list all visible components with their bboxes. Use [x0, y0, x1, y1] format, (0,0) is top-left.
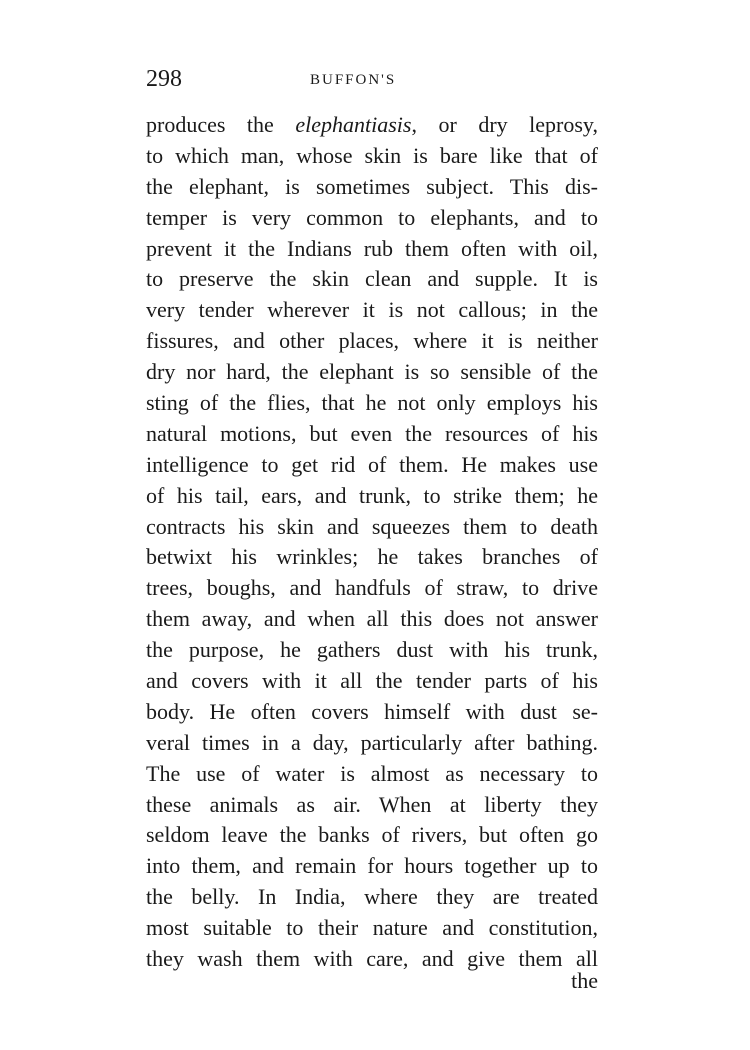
text-line: sting of the flies, that he not only employs his [146, 390, 598, 416]
text-line: they wash them with care, and give them all [146, 946, 598, 972]
text-line: natural motions, but even the resources of his [146, 420, 598, 446]
text-line: them away, and when all this does not answer [146, 606, 598, 632]
text-line: produces the elephantiasis, or dry leprosy, [146, 112, 598, 137]
page-header [146, 64, 598, 96]
text-line: intelligence to get rid of them. He makes use [146, 451, 598, 477]
italic-term: elephantiasis [295, 112, 412, 137]
text-line: the purpose, he gathers dust with his trunk, [146, 637, 598, 663]
text-line: of his tail, ears, and trunk, to strike them; he [146, 482, 598, 508]
text-line: very tender wherever it is not callous; in the [146, 297, 598, 323]
text-line: to which man, whose skin is bare like that of [146, 142, 598, 168]
text-line: the elephant, is sometimes subject. This dis- [146, 173, 598, 199]
text-line: veral times in a day, particularly after bathing. [146, 729, 598, 755]
running-head: BUFFON'S [310, 72, 397, 88]
text-line: betwixt his wrinkles; he takes branches of [146, 544, 598, 570]
text-line: body. He often covers himself with dust se- [146, 698, 598, 724]
text-line: these animals as air. When at liberty they [146, 791, 598, 817]
text-line: and covers with it all the tender parts of his [146, 668, 598, 694]
text-line: contracts his skin and squeezes them to death [146, 513, 598, 539]
text-line: to preserve the skin clean and supple. It is [146, 266, 598, 292]
catchword: the [571, 968, 598, 993]
text-line: dry nor hard, the elephant is so sensible of the [146, 359, 598, 385]
text-line: the belly. In India, where they are treated [146, 884, 598, 910]
body-text [146, 110, 598, 975]
text-line: seldom leave the banks of rivers, but often go [146, 822, 598, 848]
text-line: into them, and remain for hours together up to [146, 853, 598, 879]
text-line: trees, boughs, and handfuls of straw, to drive [146, 575, 598, 601]
text-line: prevent it the Indians rub them often with oil, [146, 235, 598, 261]
text-line: The use of water is almost as necessary to [146, 760, 598, 786]
page-number: 298 [146, 66, 182, 92]
text-line: fissures, and other places, where it is neither [146, 328, 598, 354]
text-line: most suitable to their nature and constitution, [146, 915, 598, 941]
text-line: temper is very common to elephants, and to [146, 204, 598, 230]
